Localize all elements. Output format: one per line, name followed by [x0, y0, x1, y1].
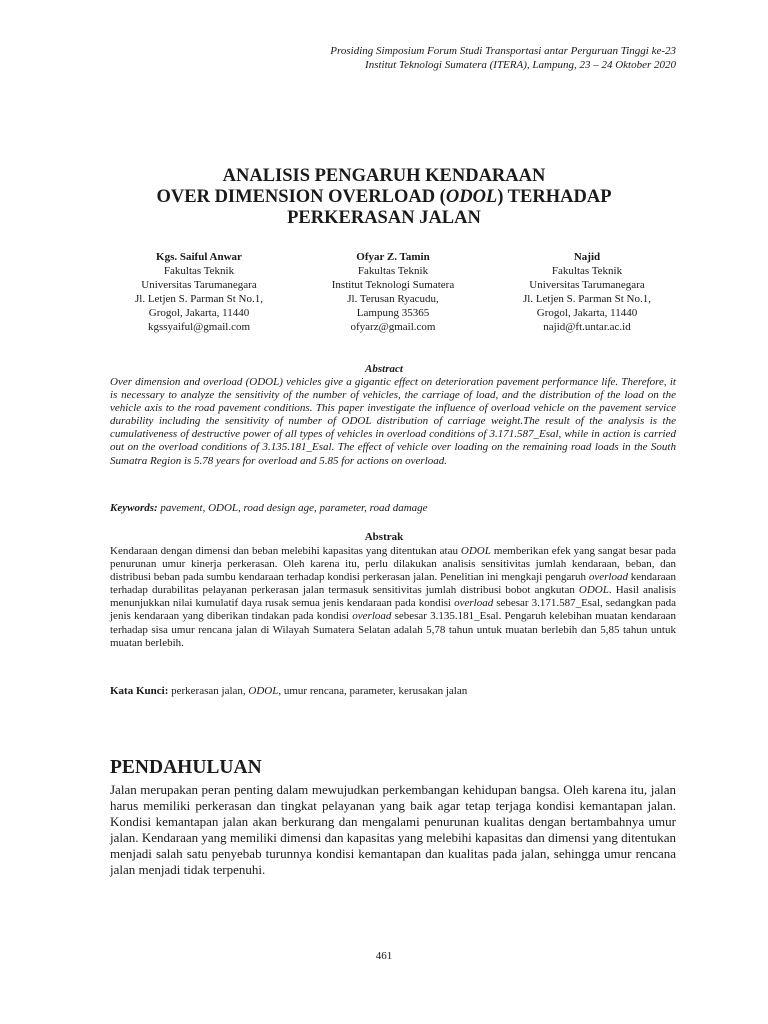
keywords — [110, 502, 676, 515]
author-faculty: Fakultas Teknik — [551, 265, 623, 277]
kata-kunci-label: Kata Kunci: — [110, 685, 169, 697]
author-address: Jl. Terusan Ryacudu, — [347, 293, 439, 305]
running-header — [116, 44, 676, 72]
section-title: PENDAHULUAN — [110, 757, 262, 778]
author-institution: Universitas Tarumanegara — [141, 279, 257, 291]
author-institution: Universitas Tarumanegara — [529, 279, 645, 291]
abstrak-heading: Abstrak — [364, 531, 404, 543]
author-institution: Institut Teknologi Sumatera — [331, 279, 455, 291]
author-3 — [490, 250, 684, 334]
author-email[interactable]: ofyarz@gmail.com — [350, 321, 436, 333]
keywords-label: Keywords: — [110, 502, 158, 514]
author-address: Jl. Letjen S. Parman St No.1, — [134, 293, 264, 305]
author-address: Grogol, Jakarta, 11440 — [536, 307, 638, 319]
page-number: 461 — [375, 950, 393, 962]
author-address: Jl. Letjen S. Parman St No.1, — [522, 293, 652, 305]
author-faculty: Fakultas Teknik — [357, 265, 429, 277]
author-faculty: Fakultas Teknik — [163, 265, 235, 277]
abstrak-body: Kendaraan dengan dimensi dan beban melebihi kapasitas yang ditentukan atau ODOL memberikan efek yang sangat besar pada penurunan umur kinerja perkerasan. Oleh karena itu, perlu dilakukan analisis sensitivitas jumlah kendaraan, beban, dan distribusi beban pada sumbu kendaraan terhadap kondisi perkerasan jalan. Penelitian ini mengkaji pengaruh overload kendaraan terhadap durabilitas pelayanan perkerasan jalan termasuk sensitivitas jumlah distribusi bobot angkutan ODOL. Hasil analisis menunjukkan nilai kumulatif daya rusak semua jenis kendaraan pada kondisi overload sebesar 3.171.587_Esal, sedangkan pada jenis kendaraan yang diberikan tindakan pada kondisi overload sebesar 3.135.181_Esal. Pengaruh kelebihan muatan kendaraan terhadap sisa umur rencana jalan di Wilayah Sumatera Selatan adalah 5,78 tahun untuk muatan berlebih dan 5,85 tahun untuk muatan berlebih. — [110, 545, 677, 649]
author-1 — [102, 250, 296, 334]
section-body: Jalan merupakan peran penting dalam mewujudkan perkembangan kehidupan bangsa. Oleh karena itu, jalan harus memiliki perkerasan dan tingkat pelayanan yang baik agar tetap terjaga kondisi kemantapan jalan. Kondisi kemantapan jalan akan berkurang dan mengalami penurunan kualitas dengan bertambahnya umur jalan. Kendaraan yang memiliki dimensi dan kapasitas yang melebihi kapasitas dan dimensi yang ditentukan menjadi salah satu penyebab turunnya kondisi kemantapan dan kualitas pada jalan, sehingga umur rencana jalan menjadi tidak terpenuhi. — [110, 782, 676, 877]
author-name: Ofyar Z. Tamin — [356, 251, 430, 263]
abstract-body: Over dimension and overload (ODOL) vehicles give a gigantic effect on deterioration pavement performance life. Therefore, it is necessary to analyze the sensitivity of the number of vehicles, the carriage of load, and the distribution of the load on the vehicle axis to the road pavement conditions. This paper investigate the influence of overload vehicle on the pavement service durability including the sensitivity of number of ODOL distribution of carriage weight.The result of the analysis is the cumulativeness of destructive power of all types of vehicles in overload conditions of 3.171.587_Esal, while in action is carried out on the overload conditions of 3.135.181_Esal. The effect of vehicle over loading on the remaining road loads in the South Sumatra Region is 5.78 years for overload and 5.85 for actions on overload. — [110, 376, 676, 467]
keywords-list: pavement, ODOL, road design age, parameter, road damage — [160, 502, 428, 514]
kata-kunci: Kata Kunci: perkerasan jalan, ODOL, umur rencana, parameter, kerusakan jalan — [110, 685, 468, 697]
author-name: Kgs. Saiful Anwar — [156, 251, 242, 263]
author-list — [102, 250, 684, 334]
title-line-2: OVER DIMENSION OVERLOAD (ODOL) TERHADAP — [156, 187, 612, 207]
header-line-2: Institut Teknologi Sumatera (ITERA), Lampung, 23 – 24 Oktober 2020 — [365, 59, 676, 71]
author-email[interactable]: kgssyaiful@gmail.com — [147, 321, 251, 333]
header-line-1: Prosiding Simposium Forum Studi Transportasi antar Perguruan Tinggi ke-23 — [330, 45, 676, 57]
author-address: Lampung 35365 — [356, 307, 430, 319]
author-name: Najid — [573, 251, 601, 263]
author-email[interactable]: najid@ft.untar.ac.id — [543, 321, 631, 333]
title-line-3: PERKERASAN JALAN — [287, 208, 481, 228]
author-address: Grogol, Jakarta, 11440 — [148, 307, 250, 319]
paper-title — [0, 166, 768, 229]
title-line-1: ANALISIS PENGARUH KENDARAAN — [222, 166, 546, 186]
abstract-heading: Abstract — [365, 363, 403, 375]
author-2 — [296, 250, 490, 334]
